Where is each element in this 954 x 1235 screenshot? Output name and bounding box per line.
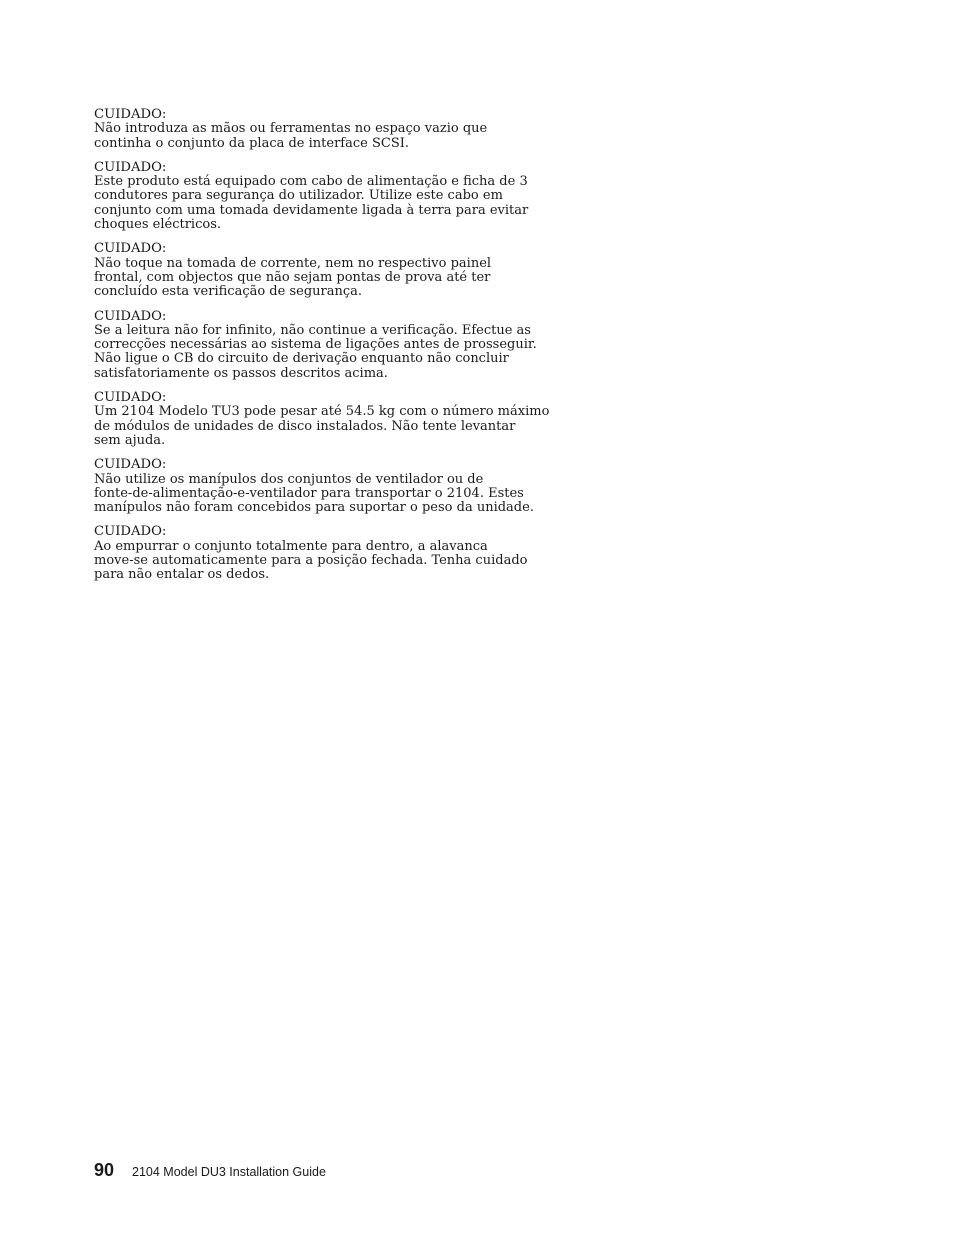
caution-text-line: Não ligue o CB do circuito de derivação enquanto não concluir (94, 351, 509, 367)
caution-text-line: Este produto está equipado com cabo de alimentação e ficha de 3 (94, 174, 528, 190)
caution-text-line: sem ajuda. (94, 432, 166, 448)
caution-text-line: concluído esta verificação de segurança. (94, 284, 363, 300)
caution-block (94, 310, 544, 381)
caution-text-line: Ao empurrar o conjunto totalmente para dentro, a alavanca (94, 538, 488, 554)
caution-text-line: manípulos não foram concebidos para suportar o peso da unidade. (94, 500, 534, 516)
caution-heading: CUIDADO: (94, 107, 167, 122)
caution-text-line: conjunto com uma tomada devidamente ligada à terra para evitar (94, 202, 529, 218)
caution-text-line: condutores para segurança do utilizador. Utilize este cabo em (94, 188, 503, 204)
caution-block (94, 458, 544, 515)
caution-text-line: Não introduza as mãos ou ferramentas no espaço vazio que (94, 121, 488, 137)
caution-text-line: move-se automaticamente para a posição fechada. Tenha cuidado (94, 553, 528, 569)
caution-text-line: Se a leitura não for infinito, não continue a verificação. Efectue as (94, 322, 531, 338)
document-body (94, 107, 550, 593)
caution-heading: CUIDADO: (94, 390, 167, 406)
caution-text-line: fonte-de-alimentação-e-ventilador para transportar o 2104. Estes (94, 485, 524, 501)
caution-text-line: Não toque na tomada de corrente, nem no respectivo painel (94, 255, 492, 271)
caution-text-line: para não entalar os dedos. (94, 567, 270, 583)
caution-heading: CUIDADO: (94, 524, 167, 540)
caution-text-line: continha o conjunto da placa de interface SCSI. (94, 135, 409, 151)
page-number: 90 (94, 1160, 115, 1180)
page-footer (94, 1160, 326, 1181)
caution-text-line: choques eléctricos. (94, 217, 222, 233)
caution-text-line: Um 2104 Modelo TU3 pode pesar até 54.5 kg com o número máximo (94, 404, 550, 420)
caution-text-line: Não utilize os manípulos dos conjuntos de ventilador ou de (94, 471, 484, 487)
document-title: 2104 Model DU3 Installation Guide (132, 1165, 326, 1179)
caution-block (94, 525, 544, 582)
caution-text-line: correcções necessárias ao sistema de ligações antes de prosseguir. (94, 337, 537, 353)
caution-text-line: frontal, com objectos que não sejam pontas de prova até ter (94, 269, 491, 285)
caution-block (94, 390, 550, 448)
caution-block (94, 108, 544, 151)
caution-text-line: satisfatoriamente os passos descritos acima. (94, 365, 388, 381)
caution-heading: CUIDADO: (94, 308, 167, 324)
caution-block (94, 242, 544, 299)
caution-heading: CUIDADO: (94, 457, 167, 473)
caution-heading: CUIDADO: (94, 159, 167, 175)
caution-block (94, 161, 544, 232)
caution-text-line: de módulos de unidades de disco instalados. Não tente levantar (94, 418, 516, 434)
caution-heading: CUIDADO: (94, 241, 167, 257)
